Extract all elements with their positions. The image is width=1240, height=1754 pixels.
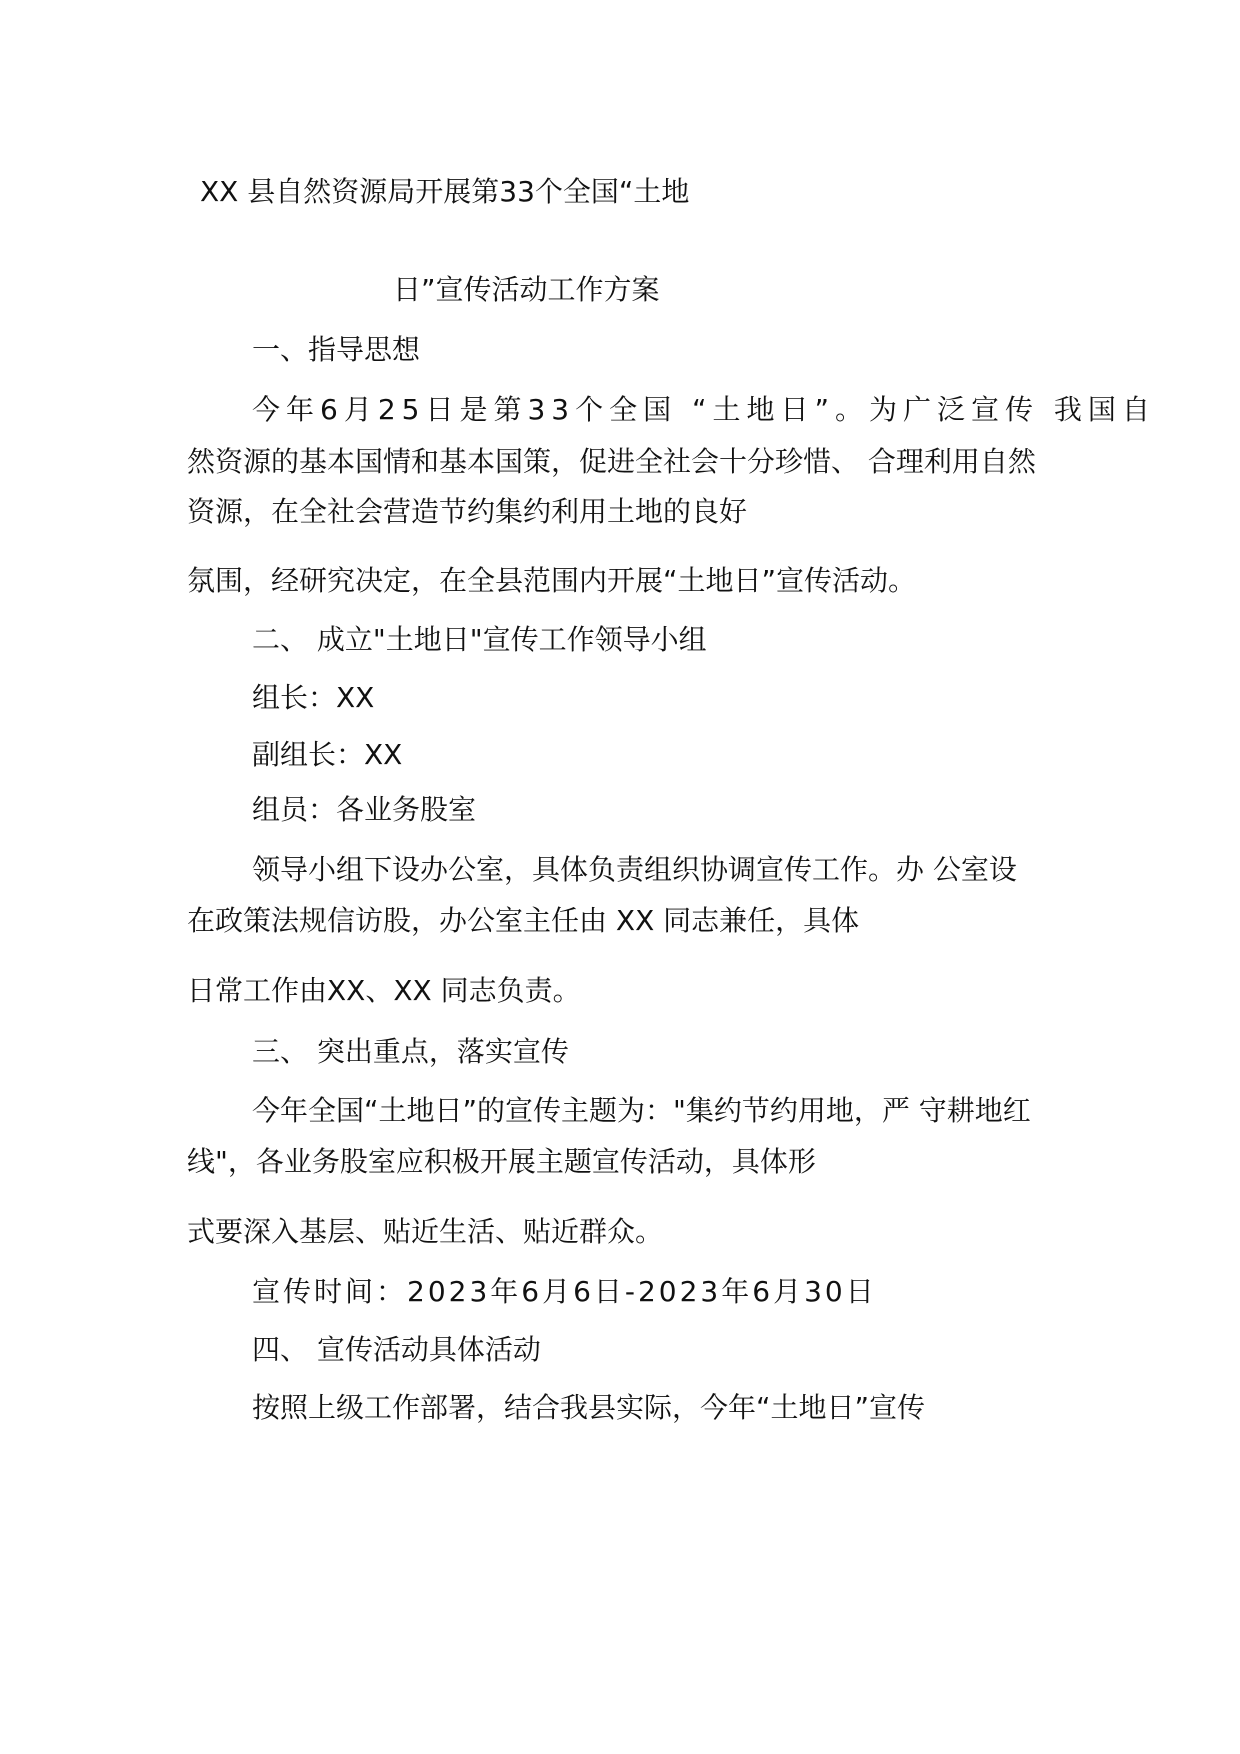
- section-2-paragraph-line: 日常工作由XX、XX 同志负责。: [187, 974, 581, 1007]
- section-3-paragraph-line: 线"，各业务股室应积极开展主题宣传活动，具体形: [187, 1145, 816, 1178]
- section-2-paragraph-line: 领导小组下设办公室，具体负责组织协调宣传工作。办 公室设: [252, 853, 1017, 886]
- team-deputy-leader: 副组长：XX: [252, 738, 403, 771]
- team-leader: 组长：XX: [252, 681, 375, 714]
- section-2-paragraph-line: 在政策法规信访股，办公室主任由 XX 同志兼任，具体: [187, 904, 860, 937]
- section-1-paragraph-line: 氛围，经研究决定，在全县范围内开展“土地日”宣传活动。: [187, 564, 917, 597]
- section-1-paragraph-line: 然资源的基本国情和基本国策，促进全社会十分珍惜、 合理利用自然: [187, 445, 1036, 478]
- section-1-heading: 一、指导思想: [252, 333, 421, 366]
- section-3-heading: 三、 突出重点，落实宣传: [252, 1035, 569, 1068]
- document-title-line-2: 日”宣传活动工作方案: [393, 273, 660, 306]
- section-3-paragraph-line: 今年全国“土地日”的宣传主题为："集约节约用地，严 守耕地红: [252, 1094, 1031, 1127]
- section-4-paragraph-line: 按照上级工作部署，结合我县实际，今年“土地日”宣传: [252, 1391, 926, 1424]
- section-1-paragraph-line: 资源，在全社会营造节约集约利用土地的良好: [187, 495, 748, 528]
- section-1-paragraph-line: 今年6月25日是第33个全国 “土地日”。为广泛宣传 我国自: [252, 393, 1156, 426]
- document-title-line-1: XX 县自然资源局开展第33个全国“土地: [200, 175, 690, 208]
- section-2-heading: 二、 成立"土地日"宣传工作领导小组: [252, 623, 707, 656]
- team-members: 组员：各业务股室: [252, 793, 477, 826]
- campaign-period: 宣传时间：2023年6月6日-2023年6月30日: [252, 1275, 877, 1308]
- section-4-heading: 四、 宣传活动具体活动: [252, 1333, 541, 1366]
- section-3-paragraph-line: 式要深入基层、贴近生活、贴近群众。: [187, 1215, 664, 1248]
